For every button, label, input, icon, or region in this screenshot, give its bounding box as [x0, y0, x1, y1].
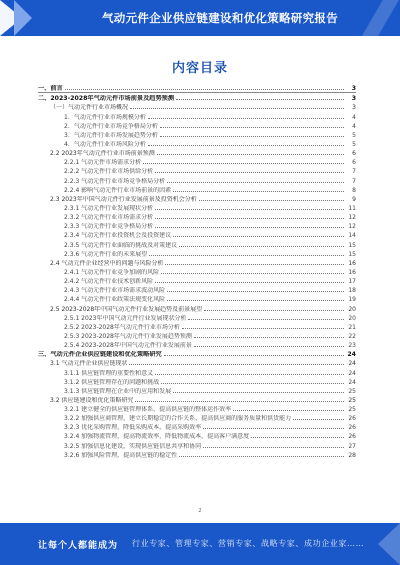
toc-entry[interactable] — [38, 249, 356, 258]
toc-entry-text: 2.3.5 气动元件行业面临的挑战及对策建议 — [64, 241, 178, 249]
toc-leader-dots — [204, 310, 344, 311]
toc-entry[interactable] — [38, 340, 356, 349]
header-decoration — [350, 0, 400, 36]
toc-entry-text: 3.2.4 加强物流管理，提高物流效率，降低物流成本，提高客户满意度 — [64, 433, 250, 441]
toc-entry-page: 6 — [352, 159, 356, 167]
toc-entry-page: 26 — [348, 424, 356, 432]
toc-entry[interactable] — [38, 313, 356, 322]
toc-entry[interactable] — [38, 148, 356, 157]
footer-tagline: 行业专家、管理专家、营销专家、战略专家、成功企业家…… — [132, 539, 365, 548]
toc-leader-dots — [155, 282, 344, 283]
toc-entry[interactable] — [38, 285, 356, 294]
toc-entry-text: 3.1.3 供应链管理在企业中的应用和发展 — [64, 387, 172, 395]
toc-leader-dots — [165, 264, 344, 265]
toc-entry[interactable] — [38, 440, 356, 449]
toc-leader-dots — [155, 172, 344, 173]
toc-leader-dots — [173, 191, 344, 192]
toc-entry-text: 二、2023-2028年气动元件市场前景及趋势预测 — [38, 95, 175, 103]
toc-entry-page: 22 — [348, 332, 356, 340]
toc-entry-page: 25 — [348, 387, 356, 395]
toc-leader-dots — [194, 346, 344, 347]
toc-entry-page: 4 — [352, 113, 356, 121]
toc-leader-dots — [173, 392, 344, 393]
toc-entry-text: 2.3.3 气动元件行业竞争格局分析 — [64, 223, 154, 231]
toc-entry-page: 16 — [348, 268, 356, 276]
toc-entry-text: 2.4.2 气动元件行业技术创新风险 — [64, 278, 154, 286]
page-number: 2 — [198, 508, 202, 514]
toc-entry[interactable] — [38, 93, 356, 102]
toc-entry[interactable] — [38, 331, 356, 340]
toc-entry-text: 2.2.3 气动元件行业市场竞争格局分析 — [64, 177, 166, 185]
toc-entry-text: 2.4 气动元件企业经营中的问题与风险分析 — [50, 259, 164, 267]
toc-entry[interactable] — [38, 83, 356, 93]
toc-entry-text: 3.1.1 供应链管理的重要性和意义 — [64, 369, 154, 377]
toc-entry-page: 25 — [348, 406, 356, 414]
toc-leader-dots — [167, 291, 344, 292]
footer-chevron-icon — [378, 523, 400, 565]
toc-leader-dots — [164, 355, 344, 356]
toc-entry[interactable] — [38, 203, 356, 212]
toc-leader-dots — [203, 428, 344, 429]
toc-entry[interactable] — [38, 404, 356, 413]
toc-entry-text: 2.3 2023年中国气动元件行业发展前景及投资机会分析 — [50, 195, 197, 203]
toc-entry-text: 3．气动元件行业市场发展趋势分析 — [64, 131, 158, 139]
toc-entry-page: 14 — [348, 232, 356, 240]
table-of-contents — [38, 83, 356, 459]
toc-leader-dots — [293, 419, 344, 420]
toc-entry-page: 4 — [352, 122, 356, 130]
toc-entry-page: 3 — [351, 85, 356, 93]
toc-entry-text: 2.4.4 气动元件行业政策法规变化风险 — [64, 296, 166, 304]
toc-leader-dots — [233, 410, 344, 411]
toc-entry-text: 2.5.1 2023年中国气动元件行业发展现状分析 — [64, 314, 187, 322]
toc-entry[interactable] — [38, 166, 356, 175]
toc-entry-text: 2.2.1 气动元件市场需求分析 — [64, 159, 142, 167]
toc-entry-text: 2.5.4 2023-2028年中国气动元件行业发展前景 — [64, 342, 192, 350]
toc-leader-dots — [161, 383, 344, 384]
toc-entry-text: 一、前言 — [38, 85, 63, 93]
toc-entry-page: 15 — [348, 250, 356, 258]
toc-entry-text: 2.4.1 气动元件行业竞争加剧的风险 — [64, 268, 160, 276]
toc-entry-text: 3.2 供应链建设和优化策略研究 — [50, 396, 134, 404]
toc-entry-page: 15 — [348, 241, 356, 249]
toc-leader-dots — [160, 127, 344, 128]
toc-entry[interactable] — [38, 358, 356, 367]
toc-entry-text: 3.2.5 加强信息化建设，实现供应链信息共享和协同 — [64, 442, 202, 450]
toc-entry-page: 12 — [348, 223, 356, 231]
toc-leader-dots — [135, 401, 344, 402]
toc-entry-page: 7 — [352, 177, 356, 185]
toc-entry[interactable] — [38, 185, 356, 194]
toc-entry-text: （一）气动元件行业市场概况 — [50, 104, 129, 112]
toc-entry-page: 24 — [348, 378, 356, 386]
toc-leader-dots — [155, 218, 344, 219]
toc-entry-text: 2.5.2 2023-2028年气动元件行业市场分析 — [64, 323, 180, 331]
toc-entry[interactable] — [38, 175, 356, 184]
toc-entry-page: 18 — [348, 287, 356, 295]
toc-heading: 内容目录 — [171, 61, 228, 76]
toc-entry-text: 2.3.2 气动元件行业市场需求分析 — [64, 214, 154, 222]
toc-leader-dots — [155, 209, 344, 210]
toc-entry-page: 12 — [348, 214, 356, 222]
toc-entry[interactable] — [38, 395, 356, 404]
toc-entry[interactable] — [38, 130, 356, 139]
toc-entry-page: 3 — [352, 104, 356, 112]
toc-entry[interactable] — [38, 422, 356, 431]
toc-entry-text: 1．气动元件行业市场规模分析 — [64, 113, 146, 121]
toc-leader-dots — [157, 154, 344, 155]
toc-entry-text: 4．气动元件行业市场风险分析 — [64, 140, 146, 148]
toc-entry-text: 3.2.6 加强风险管理，提高供应链的稳定性 — [64, 451, 178, 459]
toc-entry-page: 17 — [348, 278, 356, 286]
toc-leader-dots — [167, 182, 344, 183]
toc-entry-page: 19 — [348, 296, 356, 304]
report-title: 气动元件企业供应链建设和优化策略研究报告 — [102, 11, 338, 25]
toc-entry-page: 7 — [352, 168, 356, 176]
toc-entry-page: 9 — [352, 195, 356, 203]
toc-leader-dots — [148, 145, 344, 146]
toc-entry-text: 2.3.6 气动元件行业的未来展望 — [64, 250, 148, 258]
toc-leader-dots — [130, 108, 344, 109]
toc-leader-dots — [199, 200, 344, 201]
toc-leader-dots — [188, 319, 344, 320]
toc-entry-page: 21 — [348, 323, 356, 331]
toc-entry-page: 26 — [348, 433, 356, 441]
toc-leader-dots — [176, 99, 344, 100]
toc-entry-page: 28 — [348, 451, 356, 459]
toc-entry-page: 6 — [352, 150, 356, 158]
toc-entry-text: 2.5 2023-2028年中国气动元件行业发展趋势及前景展望 — [50, 305, 203, 313]
toc-entry[interactable] — [38, 303, 356, 312]
toc-entry-page: 26 — [348, 415, 356, 423]
toc-entry-text: 3.2.3 优化采购管理，降低采购成本，提高采购效率 — [64, 424, 202, 432]
toc-entry[interactable] — [38, 450, 356, 459]
toc-entry-text: 2.5.3 2023-2028年气动元件行业发展趋势预测 — [64, 332, 192, 340]
toc-leader-dots — [161, 273, 344, 274]
toc-entry-text: 2.3.1 气动元件行业发展现状分析 — [64, 204, 154, 212]
toc-entry-page: 27 — [348, 442, 356, 450]
toc-leader-dots — [203, 447, 344, 448]
toc-leader-dots — [160, 136, 344, 137]
toc-entry-page: 16 — [348, 259, 356, 267]
toc-leader-dots — [148, 118, 344, 119]
toc-entry[interactable] — [38, 349, 356, 358]
toc-leader-dots — [179, 246, 344, 247]
toc-entry-page: 24 — [348, 360, 356, 368]
toc-entry[interactable] — [38, 102, 356, 111]
toc-entry[interactable] — [38, 413, 356, 422]
toc-entry-page: 20 — [348, 314, 356, 322]
toc-leader-dots — [143, 163, 344, 164]
toc-entry-text: 2.4.3 气动元件行业市场需求波动风险 — [64, 287, 166, 295]
toc-entry-text: 2.2.2 气动元件行业市场供给分析 — [64, 168, 154, 176]
toc-entry-text: 3.2.1 建立健全的供应链管理体系，提高供应链的整体运作效率 — [64, 406, 232, 414]
toc-entry[interactable] — [38, 212, 356, 221]
toc-entry[interactable] — [38, 111, 356, 120]
toc-entry-page: 20 — [348, 305, 356, 313]
toc-leader-dots — [155, 374, 344, 375]
toc-entry-text: 3.1.2 供应链管理存在的问题和挑战 — [64, 378, 160, 386]
toc-entry[interactable] — [38, 239, 356, 248]
header-chevron-accent-icon — [14, 0, 32, 36]
toc-leader-dots — [179, 456, 344, 457]
toc-entry[interactable] — [38, 377, 356, 386]
toc-entry-text: 3.1 气动元件企业供应链现状 — [50, 360, 128, 368]
toc-entry-page: 11 — [348, 204, 356, 212]
toc-entry[interactable] — [38, 194, 356, 203]
toc-leader-dots — [167, 300, 344, 301]
toc-entry-page: 24 — [348, 369, 356, 377]
toc-entry[interactable] — [38, 322, 356, 331]
toc-entry[interactable] — [38, 386, 356, 395]
toc-entry[interactable] — [38, 139, 356, 148]
toc-entry-page: 25 — [348, 396, 356, 404]
toc-entry-text: 2.2 2023年气动元件行业市场前景预测 — [50, 150, 155, 158]
toc-leader-dots — [182, 328, 344, 329]
toc-entry[interactable] — [38, 294, 356, 303]
toc-entry-text: 3.2.2 加强供应商管理，建立长期稳定的合作关系，提高供应商的服务质量和供货能力 — [64, 415, 292, 423]
toc-entry[interactable] — [38, 230, 356, 239]
toc-entry-page: 8 — [352, 186, 356, 194]
toc-leader-dots — [194, 337, 344, 338]
toc-entry[interactable] — [38, 276, 356, 285]
toc-entry[interactable] — [38, 267, 356, 276]
toc-entry[interactable] — [38, 258, 356, 267]
toc-entry-page: 24 — [347, 351, 356, 359]
toc-entry[interactable] — [38, 431, 356, 440]
toc-entry-page: 3 — [351, 95, 356, 103]
toc-entry[interactable] — [38, 221, 356, 230]
footer-banner — [0, 523, 400, 565]
toc-entry-text: 2.2.4 影响气动元件行业市场前景的因素 — [64, 186, 172, 194]
toc-entry[interactable] — [38, 367, 356, 376]
header-banner — [0, 0, 400, 36]
toc-entry-text: 2.3.4 气动元件行业投资机会及投资建议 — [64, 232, 172, 240]
toc-leader-dots — [65, 89, 344, 90]
toc-entry[interactable] — [38, 121, 356, 130]
toc-entry-page: 5 — [352, 131, 356, 139]
footer-slogan: 让每个人都能成为 — [38, 541, 119, 551]
toc-entry[interactable] — [38, 157, 356, 166]
toc-leader-dots — [155, 227, 344, 228]
toc-leader-dots — [149, 255, 344, 256]
toc-leader-dots — [251, 437, 344, 438]
toc-leader-dots — [129, 364, 344, 365]
toc-entry-text: 2．气动元件行业市场竞争格局分析 — [64, 122, 158, 130]
toc-entry-page: 23 — [348, 342, 356, 350]
toc-leader-dots — [173, 236, 344, 237]
toc-entry-page: 5 — [352, 140, 356, 148]
toc-entry-text: 三、气动元件企业供应链建设和优化策略研究 — [38, 351, 162, 359]
